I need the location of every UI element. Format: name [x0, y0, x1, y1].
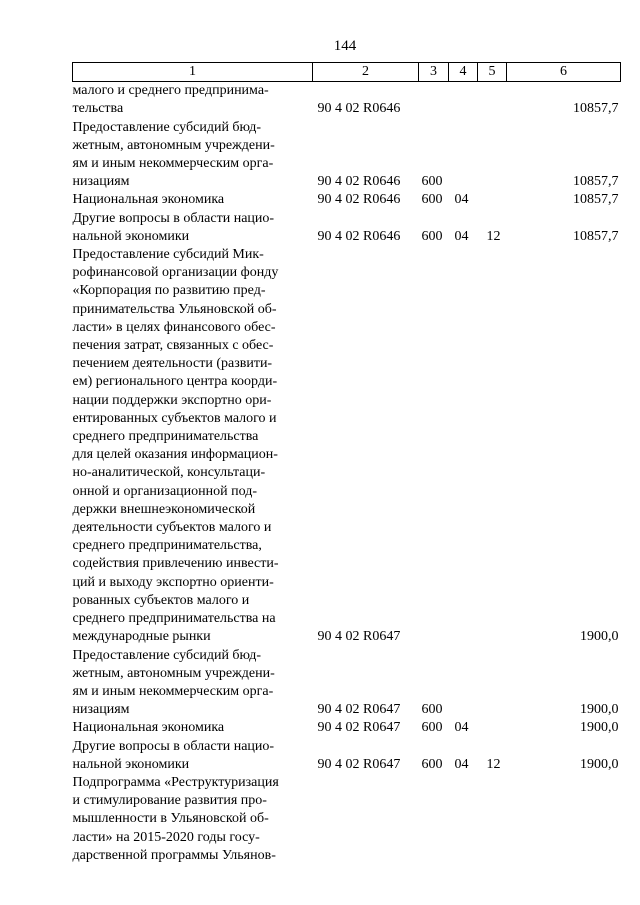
column-header-6: 6 [507, 63, 621, 82]
row-amount: 1900,0 [580, 702, 619, 718]
row-subsection [478, 774, 507, 865]
row-subsection [478, 82, 507, 119]
description-line: содействия привлечению инвести- [72, 556, 279, 572]
description-line: рованных субъектов малого и [72, 592, 250, 608]
description-line: Подпрограмма «Реструктуризация [72, 774, 279, 790]
row-expense-type [419, 82, 449, 119]
row-description [73, 774, 313, 865]
row-expense-type: 600 [421, 174, 443, 190]
column-header-4: 4 [449, 63, 478, 82]
row-subsection [478, 191, 507, 209]
row-subsection: 12 [486, 228, 501, 244]
description-line: нальной экономики [72, 756, 190, 772]
row-description [73, 210, 313, 246]
row-expense-type: 600 [421, 720, 443, 736]
table-row [73, 82, 621, 119]
row-code: 90 4 02 R0646 [317, 174, 401, 190]
table-body [73, 82, 621, 865]
row-code: 90 4 02 R0647 [317, 702, 401, 718]
table-row [73, 774, 621, 865]
row-amount: 10857,7 [573, 174, 619, 190]
description-line: низациям [72, 702, 130, 718]
row-section: 04 [454, 192, 469, 208]
description-line: принимательства Ульяновской об- [72, 301, 277, 317]
description-line: «Корпорация по развитию пред- [72, 283, 266, 299]
row-expense-type: 600 [421, 702, 443, 718]
row-amount: 10857,7 [573, 192, 619, 208]
row-amount: 10857,7 [573, 101, 619, 117]
description-line: ям и иным некоммерческим орга- [72, 156, 274, 172]
description-line: онной и организационной под- [72, 483, 257, 499]
description-line: Другие вопросы в области нацио- [72, 210, 275, 226]
row-amount: 10857,7 [573, 228, 619, 244]
description-line: среднего предпринимательства на [72, 611, 276, 627]
description-line: ласти» в целях финансового обес- [72, 319, 276, 335]
row-expense-type: 600 [421, 756, 443, 772]
description-line: печением деятельности (развити- [72, 356, 273, 372]
description-line: малого и среднего предпринима- [72, 83, 269, 99]
description-line: Национальная экономика [72, 192, 225, 208]
row-expense-type [419, 774, 449, 865]
row-expense-type [419, 246, 449, 646]
row-code: 90 4 02 R0647 [317, 629, 401, 645]
description-line: тельства [72, 101, 124, 117]
row-section: 04 [454, 756, 469, 772]
description-line: Другие вопросы в области нацио- [72, 738, 275, 754]
description-line: жетным, автономным учреждени- [72, 137, 275, 153]
description-line: Национальная экономика [72, 720, 225, 736]
row-section [449, 774, 478, 865]
description-line: ем) регионального центра коорди- [72, 374, 278, 390]
row-code: 90 4 02 R0647 [317, 756, 401, 772]
description-line: Предоставление субсидий Мик- [72, 247, 264, 263]
description-line: низациям [72, 174, 130, 190]
table-row [73, 119, 621, 192]
table-row [73, 647, 621, 720]
description-line: нации поддержки экспортно ори- [72, 392, 272, 408]
row-section [449, 82, 478, 119]
table-row [73, 210, 621, 246]
table-row [73, 191, 621, 209]
description-line: ласти» на 2015-2020 годы госу- [72, 829, 260, 845]
row-description [73, 738, 313, 774]
description-line: среднего предпринимательства, [72, 538, 262, 554]
row-description [73, 191, 313, 209]
description-line: но-аналитической, консультаци- [72, 465, 266, 481]
budget-table [72, 62, 621, 865]
table-row [73, 246, 621, 646]
row-code: 90 4 02 R0646 [317, 228, 401, 244]
row-expense-type: 600 [421, 192, 443, 208]
row-description [73, 119, 313, 192]
row-amount: 1900,0 [580, 756, 619, 772]
row-subsection: 12 [486, 756, 501, 772]
description-line: мышленности в Ульяновской об- [72, 811, 269, 827]
description-line: нальной экономики [72, 228, 190, 244]
row-code [313, 774, 419, 865]
row-code: 90 4 02 R0646 [317, 101, 401, 117]
row-section: 04 [454, 720, 469, 736]
description-line: печения затрат, связанных с обес- [72, 338, 274, 354]
row-subsection [478, 719, 507, 737]
row-section [449, 246, 478, 646]
description-line: деятельности субъектов малого и [72, 520, 272, 536]
row-amount [507, 774, 621, 865]
table-header-row [73, 63, 621, 82]
description-line: ций и выходу экспортно ориенти- [72, 574, 274, 590]
description-line: дарственной программы Ульянов- [72, 847, 276, 863]
description-line: и стимулирование развития про- [72, 793, 267, 809]
description-line: международные рынки [72, 629, 211, 645]
column-header-5: 5 [478, 63, 507, 82]
row-section: 04 [454, 228, 469, 244]
row-subsection [478, 647, 507, 720]
description-line: держки внешнеэкономической [72, 501, 256, 517]
page-number: 144 [333, 38, 357, 54]
row-section [449, 119, 478, 192]
row-description [73, 246, 313, 646]
row-code: 90 4 02 R0647 [317, 720, 401, 736]
description-line: жетным, автономным учреждени- [72, 665, 275, 681]
row-expense-type: 600 [421, 228, 443, 244]
column-header-1: 1 [73, 63, 313, 82]
description-line: Предоставление субсидий бюд- [72, 647, 262, 663]
row-subsection [478, 246, 507, 646]
column-header-3: 3 [419, 63, 449, 82]
description-line: Предоставление субсидий бюд- [72, 119, 262, 135]
table-row [73, 738, 621, 774]
row-description [73, 82, 313, 119]
description-line: ентированных субъектов малого и [72, 410, 277, 426]
description-line: рофинансовой организации фонду [72, 265, 279, 281]
description-line: среднего предпринимательства [72, 429, 259, 445]
row-code: 90 4 02 R0646 [317, 192, 401, 208]
row-subsection [478, 119, 507, 192]
table-row [73, 719, 621, 737]
row-amount: 1900,0 [580, 629, 619, 645]
row-amount: 1900,0 [580, 720, 619, 736]
description-line: для целей оказания информацион- [72, 447, 278, 463]
description-line: ям и иным некоммерческим орга- [72, 683, 274, 699]
column-header-2: 2 [313, 63, 419, 82]
row-section [449, 647, 478, 720]
row-description [73, 719, 313, 737]
row-description [73, 647, 313, 720]
